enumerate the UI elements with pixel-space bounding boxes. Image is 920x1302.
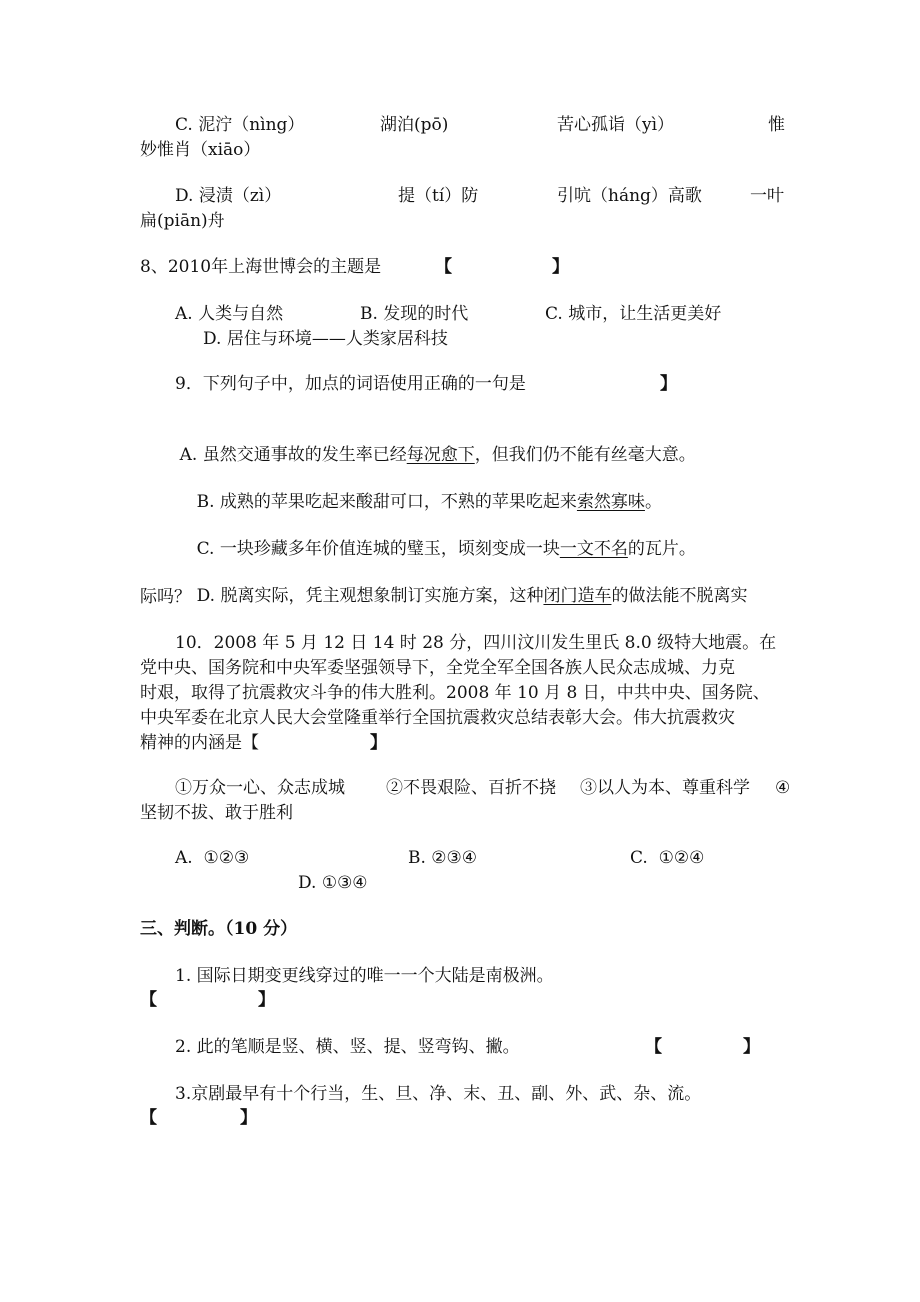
section3-q1-bracket-close: 】 xyxy=(258,990,275,1010)
q8-option-a: A. 人类与自然 xyxy=(175,304,284,324)
q7-option-c-item4-start: 惟 xyxy=(768,115,785,135)
q9-option-d-term: 闭门造车 xyxy=(543,586,612,606)
q10-line2: 党中央、国务院和中央军委坚强领导下，全党全军全国各族人民众志成城、力克 xyxy=(140,658,735,678)
q7-option-d-item3: 引吭（háng）高歌 xyxy=(557,186,702,206)
section3-q3-bracket-close: 】 xyxy=(240,1108,257,1128)
q10-line1: 10．2008 年 5 月 12 日 14 时 28 分，四川汶川发生里氏 8.0 级特大地震。在 xyxy=(175,633,777,653)
q10-line3: 时艰，取得了抗震救灾斗争的伟大胜利。2008 年 10 月 8 日，中共中央、国务院、 xyxy=(140,683,770,703)
section3-q1-bracket-open: 【 xyxy=(140,990,157,1010)
q8-option-d: D. 居住与环境——人类家居科技 xyxy=(203,329,448,349)
section3-q2: 2. 此的笔顺是竖、横、竖、提、竖弯钩、撇。 xyxy=(175,1037,520,1057)
q10-option-a: A. ①②③ xyxy=(175,848,250,868)
q10-item-4-marker: ④ xyxy=(775,778,791,798)
q8-option-b: B. 发现的时代 xyxy=(360,304,469,324)
q9-option-d xyxy=(175,560,747,632)
q7-option-c-item4-end: 妙惟肖（xiāo） xyxy=(140,140,261,160)
q7-option-c-item1: C. 泥泞（nìng） xyxy=(175,115,305,135)
q7-option-d-item1: D. 浸渍（zì） xyxy=(175,186,282,206)
q7-option-d-item4-end: 扁(piān)舟 xyxy=(140,211,225,231)
q7-option-d-item2: 提（tí）防 xyxy=(398,186,479,206)
q9-option-d-line2: 际吗？ xyxy=(140,587,191,607)
q9-option-c-term: 一文不名 xyxy=(559,539,628,559)
q7-option-c-item2: 湖泊(pō) xyxy=(380,115,449,135)
q8-bracket-open: 【 xyxy=(435,257,452,277)
q10-bracket-close: 】 xyxy=(370,733,387,753)
section3-q2-bracket-open: 【 xyxy=(645,1037,662,1057)
q10-option-b: B. ②③④ xyxy=(408,848,478,868)
section3-q3: 3.京剧最早有十个行当，生、旦、净、末、丑、副、外、武、杂、流。 xyxy=(175,1084,702,1104)
q10-item-4: 坚韧不拔、敢于胜利 xyxy=(140,803,293,823)
q9-option-b-post: 。 xyxy=(644,492,662,512)
section3-q2-bracket-close: 】 xyxy=(743,1037,760,1057)
q8-option-c: C. 城市，让生活更美好 xyxy=(545,304,722,324)
q9-option-c-pre: C. 一块珍藏多年价值连城的璧玉，顷刻变成一块 xyxy=(196,539,560,559)
q9-option-d-post: 的做法能不脱离实 xyxy=(611,586,748,606)
q10-item-2: ②不畏艰险、百折不挠 xyxy=(386,778,556,798)
q9-option-a-term: 每况愈下 xyxy=(406,445,475,465)
q10-line5: 精神的内涵是【 xyxy=(140,733,259,753)
q9-bracket-close: 】 xyxy=(660,374,677,394)
q8-stem: 8、2010年上海世博会的主题是 xyxy=(140,257,382,277)
q8-bracket-close: 】 xyxy=(552,257,569,277)
q9-option-b-term: 索然寡味 xyxy=(576,492,645,512)
q9-option-d-pre: D. 脱离实际，凭主观想象制订实施方案，这种 xyxy=(196,586,544,606)
q10-item-1: ①万众一心、众志成城 xyxy=(175,778,345,798)
q7-option-c-item3: 苦心孤诣（yì） xyxy=(557,115,675,135)
q10-option-c: C. ①②④ xyxy=(630,848,705,868)
q10-option-d: D. ①③④ xyxy=(298,873,368,893)
q9-option-a-post: ，但我们仍不能有丝毫大意。 xyxy=(474,445,696,465)
section3-q3-bracket-open: 【 xyxy=(140,1108,157,1128)
q7-option-d-item4-start: 一叶 xyxy=(750,186,784,206)
q9-option-c-post: 的瓦片。 xyxy=(627,539,696,559)
section3-q1: 1. 国际日期变更线穿过的唯一一个大陆是南极洲。 xyxy=(175,966,554,986)
q9-option-a-pre: A. 虽然交通事故的发生率已经 xyxy=(179,445,407,465)
q10-line4: 中央军委在北京人民大会堂隆重举行全国抗震救灾总结表彰大会。伟大抗震救灾 xyxy=(140,708,735,728)
q9-stem: 9．下列句子中，加点的词语使用正确的一句是 xyxy=(175,374,526,394)
q9-option-b-pre: B. 成熟的苹果吃起来酸甜可口，不熟的苹果吃起来 xyxy=(196,492,577,512)
section3-title: 三、判断。（10 分） xyxy=(140,919,298,939)
q10-item-3: ③以人为本、尊重科学 xyxy=(580,778,750,798)
